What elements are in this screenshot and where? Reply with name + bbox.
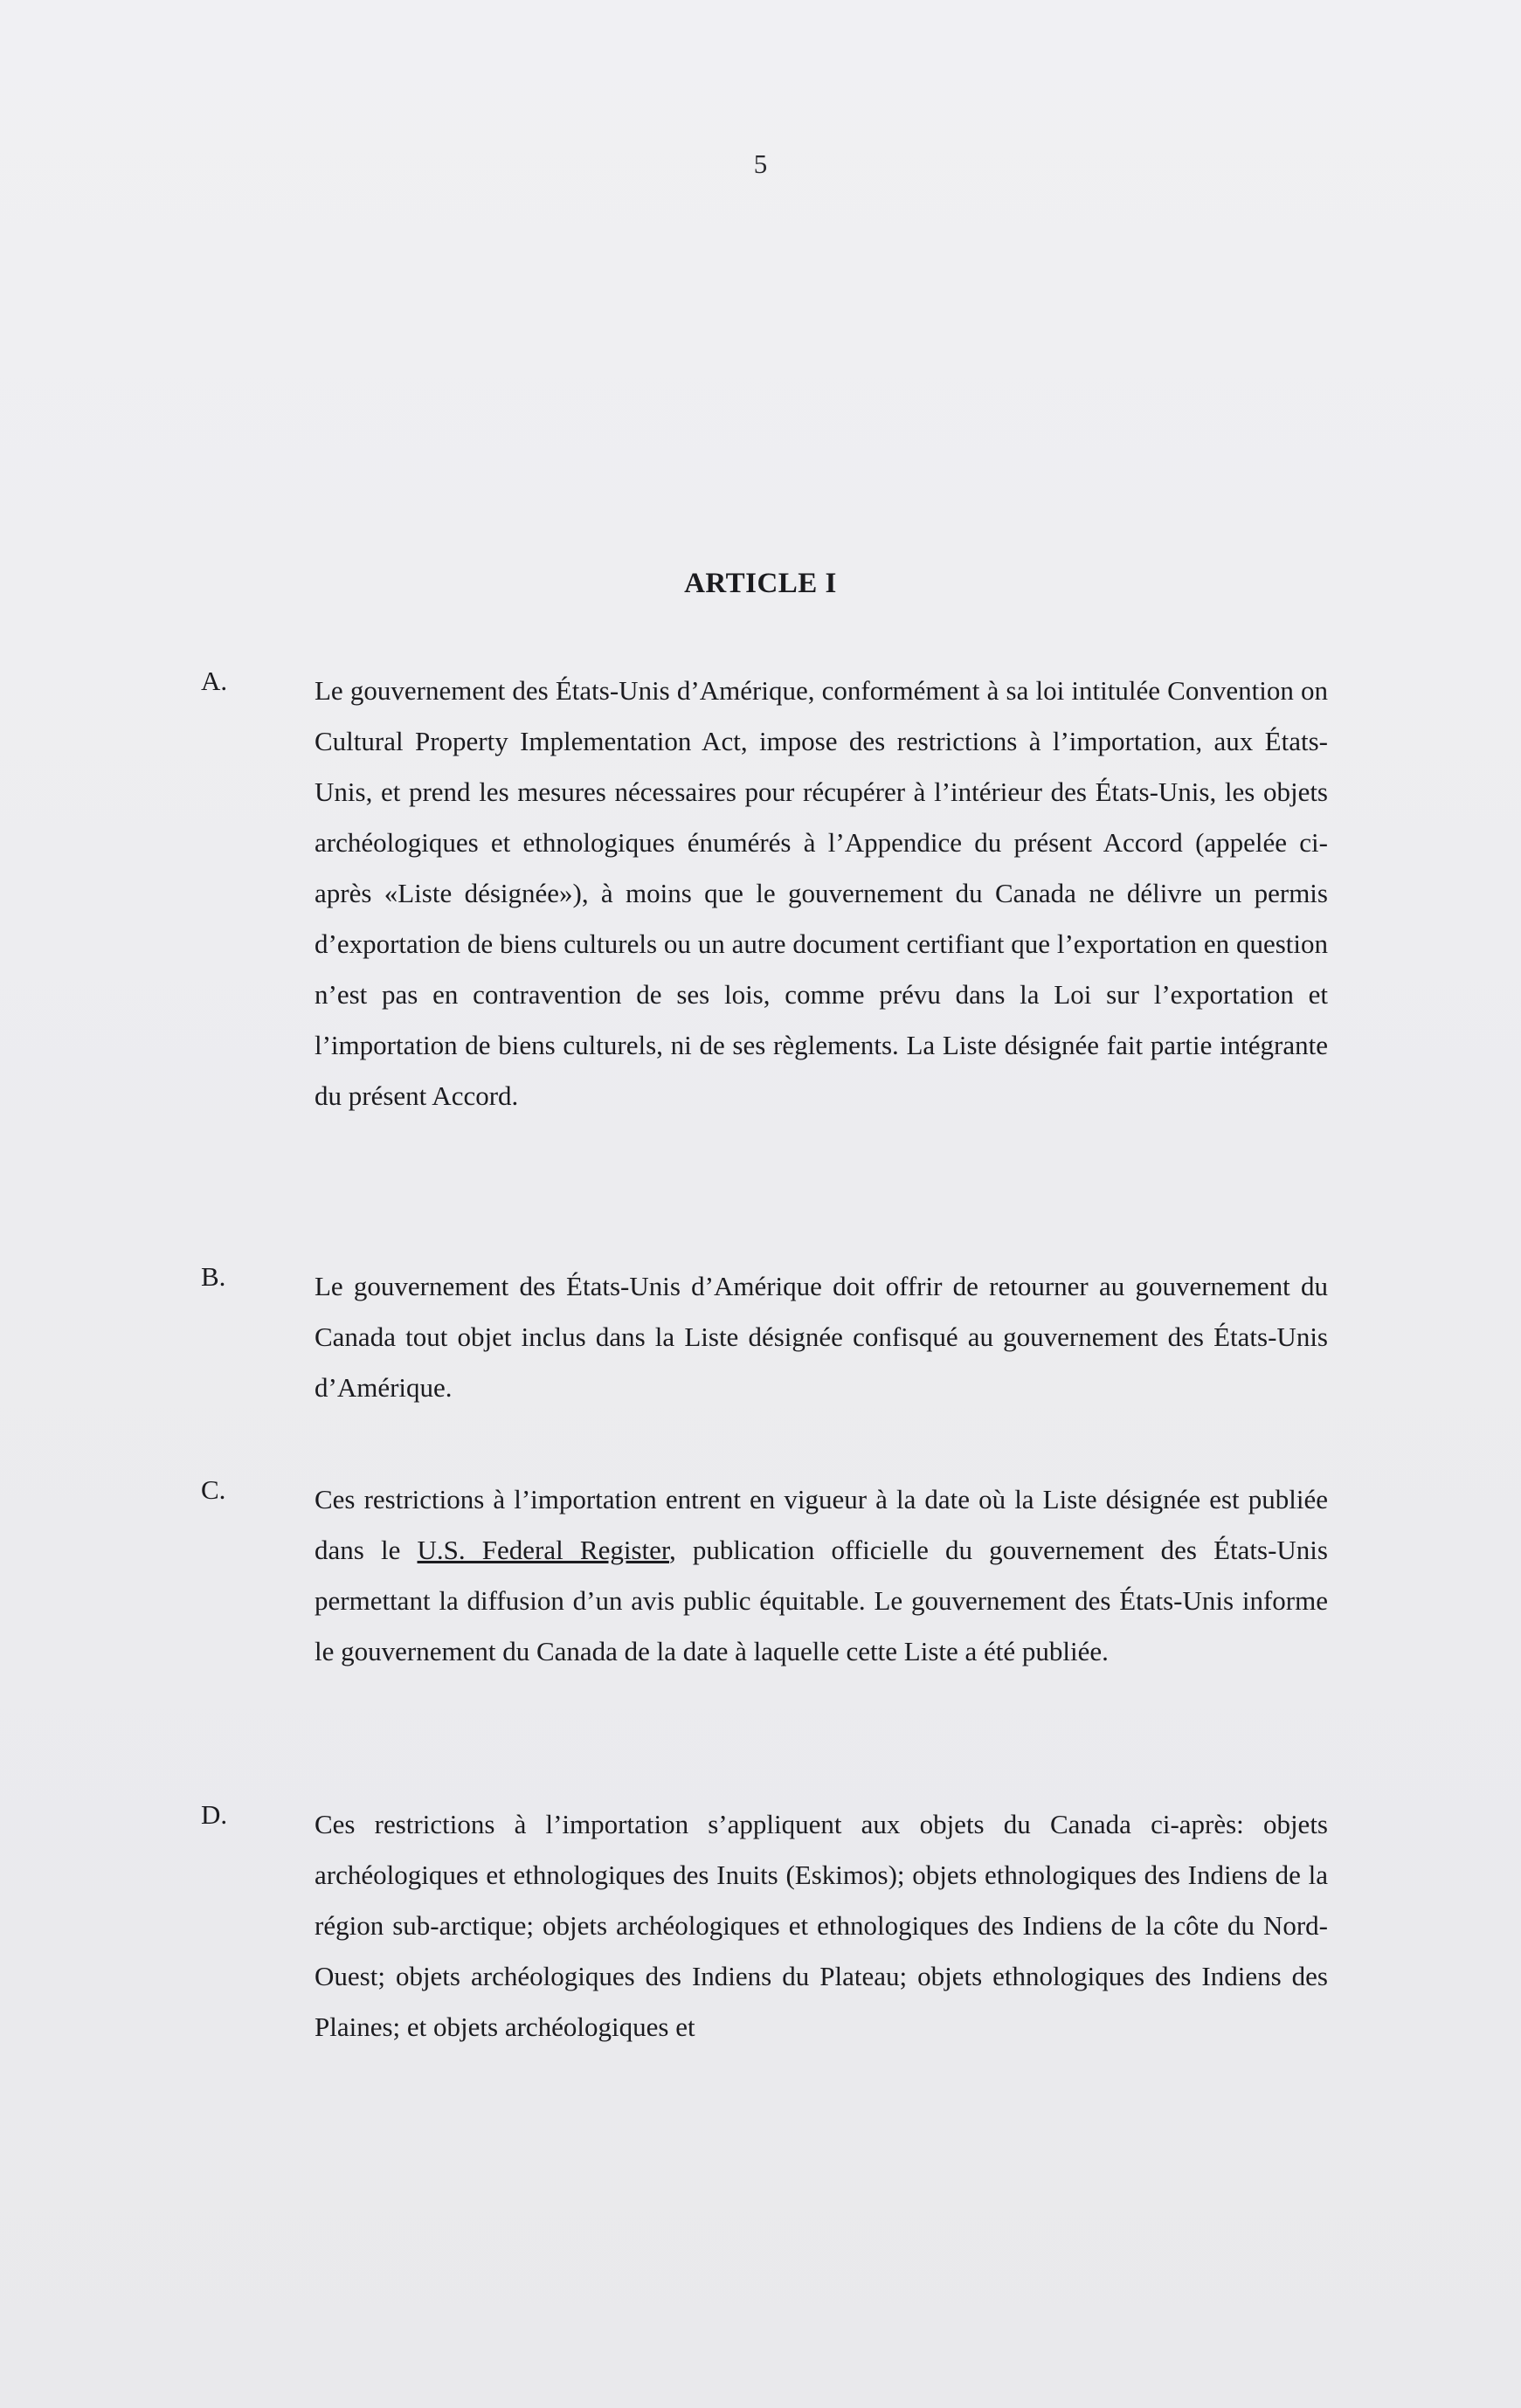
section-text: Le gouvernement des États-Unis d’Amérique, conformément à sa loi intitulée Convention on Cultural Property Implementation Act, impose des restrictions à l’importation, aux États-Unis, et prend les mesures nécessaires pour récupérer à l’intérieur des États-Unis, les objets archéologiques et ethnologiques énumérés à l’Appendice du présent Accord (appelée ci-après «Liste désignée»), à moins que le gouvernement du Canada ne délivre un permis d’exportation de biens culturels ou un autre document certifiant que l’exportation en question n’est pas en contravention de ses lois, comme prévu dans la Loi sur l’exportation et l’importation de biens culturels, ni de ses règlements. La Liste désignée fait partie intégrante du présent Accord. — [315, 675, 1328, 1111]
section-text-part: , publication officielle du gouvernement des États-Unis permettant la diffusion d’un avis public équitable. Le gouvernement des États-Unis informe le gouvernement du Canada de la date à laquelle cette Liste a été publiée. — [315, 1535, 1328, 1666]
federal-register-title: U.S. Federal Register — [417, 1535, 669, 1565]
section-text — [315, 1474, 1328, 1677]
section-letter: B. — [201, 1261, 226, 1292]
page-number: 5 — [753, 148, 768, 179]
section-text-part: Ces restrictions à l’importation entrent en vigueur à la date où la Liste désignée est publiée dans le — [315, 1484, 1328, 1565]
section-letter: A. — [201, 666, 228, 696]
section-letter: C. — [201, 1474, 226, 1505]
section-letter: D. — [201, 1799, 228, 1830]
section-text: Ces restrictions à l’importation s’appliquent aux objets du Canada ci-après: objets archéologiques et ethnologiques des Inuits (Eskimos); objets ethnologiques des Indiens de la région sub-arctique; objets archéologiques et ethnologiques des Indiens de la côte du Nord-Ouest; objets archéologiques des Indiens du Plateau; objets ethnologiques des Indiens des Plaines; et objets archéologiques et — [315, 1809, 1328, 2042]
article-title: ARTICLE I — [684, 568, 837, 599]
section-text: Le gouvernement des États-Unis d’Amérique doit offrir de retourner au gouvernement du Canada tout objet inclus dans la Liste désignée confisqué au gouvernement des États-Unis d’Amérique. — [315, 1271, 1328, 1403]
